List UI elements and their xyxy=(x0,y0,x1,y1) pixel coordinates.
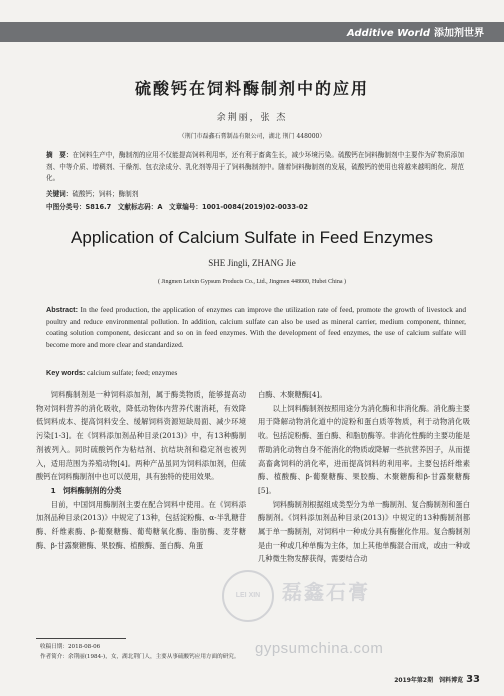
abstract-cn xyxy=(46,150,464,185)
section-heading: 1 饲料酶制剂的分类 xyxy=(50,485,122,495)
classification-cn-text: 中图分类号：S816.7 文献标志码：A 文章编号：1001-0084(2019)02-0033-02 xyxy=(46,203,308,211)
body-paragraph: 目前，中国饲用酶制剂主要在配合饲料中使用。在《饲料添加剂品种目录(2013)》中规定了13种，包括淀粉酶、α-半乳糖苷酶、纤维素酶、β-葡聚糖酶、葡萄糖氧化酶、脂肪酶、麦芽糖酶、β-甘露聚糖酶、果胶酶、植酸酶、蛋白酶、角蛋 xyxy=(36,499,246,550)
body-paragraph: 饲料酶制剂是一种饲料添加剂，属于酶类物质，能够提高动物对饲料营养的消化吸收，降低动物体内营养代谢消耗，有效降低饲料成本、提高饲料安全、缓解饲料资源短缺局面、减少环境污染[1-3]。在《饲料添加剂品种目录(2013)》中，有13种酶制剂被列入。同时硫酸钙作为粘结剂、抗结块剂和稳定剂也被列入，适用范围为养殖动物[4]。两种产品虽同为饲料添加剂，但硫酸钙在饲料酶制剂中也可以使用，具有独特的使用效果。 xyxy=(36,390,246,482)
watermark-cn: 磊鑫石膏 xyxy=(282,580,370,604)
body-paragraph: 以上饲料酶制剂按照用途分为消化酶和非消化酶。消化酶主要用于降解动物消化道中的淀粉和蛋白质等物质，利于动物消化吸收。包括淀粉酶、蛋白酶、和脂肪酶等。非消化性酶的主要功能是帮助消化动物自身不能消化的物质或降解一些抗营养因子，从而提高畜禽饲料的消化率，进而提高饲料的利用率。主要包括纤维素酶、植酸酶、β-葡聚糖酶、果胶酶、木聚糖酶和β-甘露聚糖酶[5]。 xyxy=(258,403,470,495)
affiliation-cn: （荆门市磊鑫石膏制品有限公司，湖北 荆门 448000） xyxy=(178,133,326,140)
title-cn: 硫酸钙在饲料酶制剂中的应用 xyxy=(134,79,369,98)
footnote-author: 作者简介：余荆丽(1984-)，女，湖北荆门人，主要从事硫酸钙应用方面的研究。 xyxy=(40,654,240,660)
keywords-cn xyxy=(46,188,138,198)
running-header xyxy=(347,24,484,39)
journal-name-en: Additive World xyxy=(346,28,430,39)
abstract-en-text: In the feed production, the application of enzymes can improve the utilization rate of feed, promote the growth of livestock and poultry and reduce environmental pollution. In addition, calcium sulfate can also be used as mineral carrier, medium component, thinner, coating solution component, desiccant and so on in feed enzymes. With the development of feed enzymes, the use of calcium sulfate will become more and more clear and standardized. xyxy=(46,305,466,349)
watermark-logo: LEI XIN xyxy=(222,570,274,622)
affiliation-en: ( Jingmen Leixin Gypsum Products Co., Ltd., Jingmen 448000, Hubei China ) xyxy=(158,279,346,285)
footnote xyxy=(40,642,340,662)
footnote-received: 收稿日期：2018-08-06 xyxy=(40,644,101,650)
keywords-en-text: calcium sulfate; feed; enzymes xyxy=(85,368,178,377)
page-footer xyxy=(394,674,480,685)
abstract-en-label: Abstract: xyxy=(46,305,79,314)
authors-en: SHE Jingli, ZHANG Jie xyxy=(208,258,296,268)
watermark-url: gypsumchina.com xyxy=(255,640,384,657)
footer-issue: 2019年第2期 饲料博览 xyxy=(394,677,464,684)
keywords-en-label: Key words: xyxy=(46,368,86,377)
abstract-en xyxy=(46,304,466,350)
keywords-cn-label: 关键词： xyxy=(46,190,73,198)
classification-cn xyxy=(46,201,308,211)
title-en: Application of Calcium Sulfate in Feed Enzymes xyxy=(71,228,433,247)
keywords-cn-text: 硫酸钙；饲料；酶制剂 xyxy=(72,190,139,198)
abstract-cn-text: 在饲料生产中，酶制剂的应用不仅能提高饲料利用率，还有利于畜禽生长，减少环境污染。硫酸钙在饲料酶制剂中主要作为矿物质添加剂、中等介质、增稠剂、干燥剂、包衣涂成分、乳化剂等用于了饲料酶制剂中。随着饲料酶制剂的发展，硫酸钙的使用也将越来越明朗化、规范化。 xyxy=(46,151,465,182)
authors-cn: 余荆丽，张 杰 xyxy=(216,113,288,123)
abstract-cn-label: 摘 要： xyxy=(46,151,73,159)
body-paragraph: 白酶、木聚糖酶[4]。 xyxy=(258,390,327,399)
footnote-divider xyxy=(36,638,126,639)
journal-name-cn: 添加剂世界 xyxy=(434,28,484,39)
body-paragraph: 饲料酶制剂根据组成类型分为单一酶制剂、复合酶制剂和蛋白酶制剂。《饲料添加剂品种目录(2013)》中规定的13种酶制剂都属于单一酶制剂，对饲料中一种成分具有酶催化作用。复合酶制剂是由一种或几种单酶为主体，加上其他单酶混合而成，或由一种或几种微生物发酵获得，需要结合动 xyxy=(258,499,470,564)
keywords-en xyxy=(46,368,177,377)
page-number: 33 xyxy=(466,674,480,685)
body-column-left xyxy=(36,388,246,552)
body-column-right xyxy=(258,388,470,566)
